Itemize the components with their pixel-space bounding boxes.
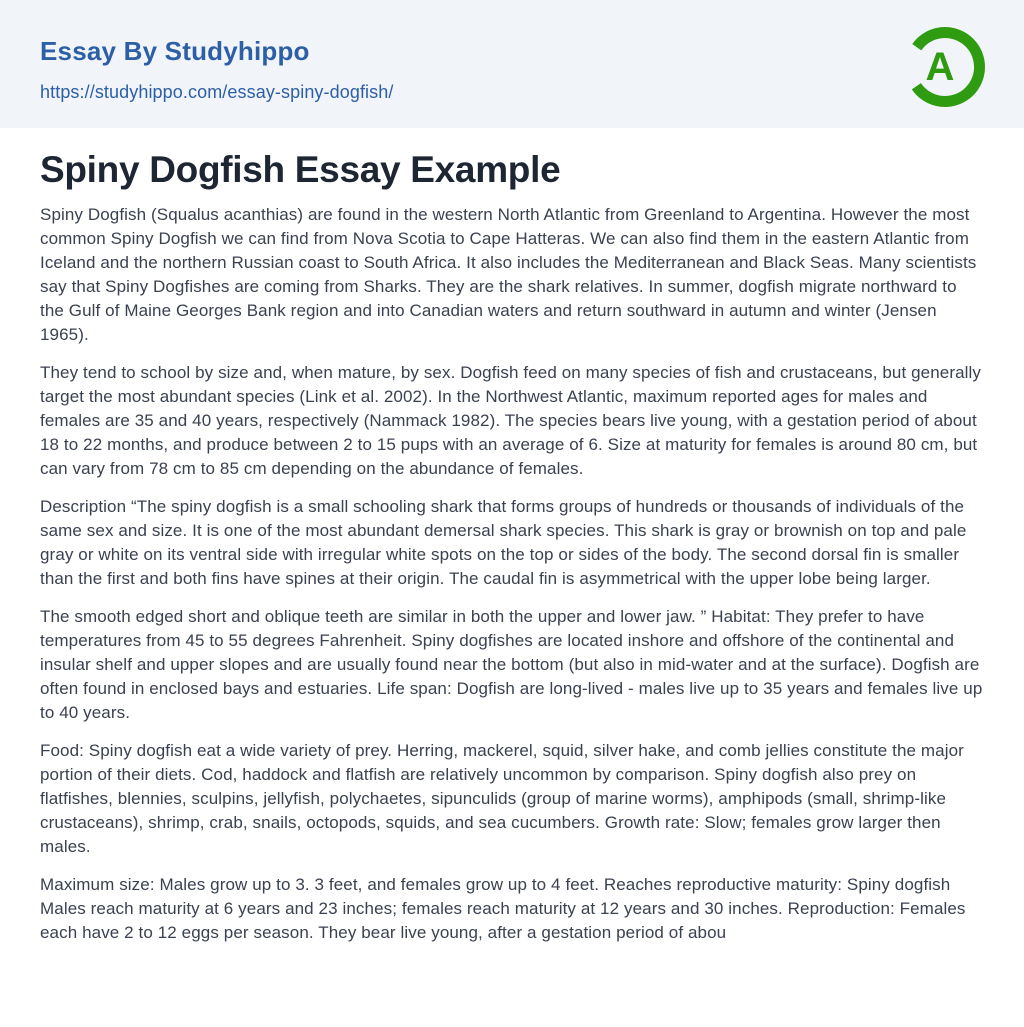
source-url-link[interactable]: https://studyhippo.com/essay-spiny-dogfish/ (40, 82, 394, 102)
page-title: Spiny Dogfish Essay Example (40, 149, 561, 190)
essay-paragraph: They tend to school by size and, when mature, by sex. Dogfish feed on many species of fish and crustaceans, but generally target the most abundant species (Link et al. 2002). In the Northwest Atlantic, maximum reported ages for males and females are 35 and 40 years, respectively (Nammack 1982). The species bears live young, with a gestation period of about 18 to 22 months, and produce between 2 to 15 pups with an average of 6. Size at maturity for females is around 80 cm, but can vary from 78 cm to 85 cm depending on the abundance of females. (40, 362, 982, 478)
essay-paragraph: The smooth edged short and oblique teeth are similar in both the upper and lower jaw. ” Habitat: They prefer to have temperatures from 45 to 55 degrees Fahrenheit. Spiny dogfishes are located inshore and offshore of the continental and insular shelf and upper slopes and are usually found near the bottom (but also in mid-water and at the surface). Dogfish are often found in enclosed bays and estuaries. Life span: Dogfish are long-lived - males live up to 35 years and females live up to 40 years. (40, 606, 983, 722)
essay-paragraph: Food: Spiny dogfish eat a wide variety of prey. Herring, mackerel, squid, silver hake, and comb jellies constitute the major portion of their diets. Cod, haddock and flatfish are relatively uncommon by comparison. Spiny dogfish also prey on flatfishes, blennies, sculpins, jellyfish, polychaetes, sipunculids (group of marine worms), amphipods (small, shrimp-like crustaceans), shrimp, crab, snails, octopods, squids, and sea cucumbers. Growth rate: Slow; females grow larger then males. (40, 740, 964, 856)
logo-letter: A (925, 45, 955, 89)
header-text-block (40, 30, 393, 103)
studyhippo-logo (904, 26, 986, 108)
site-label-link[interactable]: Essay By Studyhippo (40, 36, 310, 66)
essay-paragraph: Maximum size: Males grow up to 3. 3 feet, and females grow up to 4 feet. Reaches reproductive maturity: Spiny dogfish Males reach maturity at 6 years and 23 inches; females reach maturity at 12 years and 30 inches. Reproduction: Females each have 2 to 12 eggs per season. They bear live young, after a gestation period of abou (40, 874, 966, 942)
essay-paragraph: Spiny Dogfish (Squalus acanthias) are found in the western North Atlantic from Greenland to Argentina. However the most common Spiny Dogfish we can find from Nova Scotia to Cape Hatteras. We can also find them in the eastern Atlantic from Iceland and the northern Russian coast to South Africa. It also includes the Mediterranean and Black Seas. Many scientists say that Spiny Dogfishes are coming from Sharks. They are the shark relatives. In summer, dogfish migrate northward to the Gulf of Maine Georges Bank region and into Canadian waters and return southward in autumn and winter (Jensen 1965). (40, 204, 977, 344)
page-header (0, 0, 1024, 128)
essay-content (0, 128, 1024, 945)
essay-paragraph: Description “The spiny dogfish is a small schooling shark that forms groups of hundreds or thousands of individuals of the same sex and size. It is one of the most abundant demersal shark species. This shark is gray or brownish on top and pale gray or white on its ventral side with irregular white spots on the top or sides of the body. The second dorsal fin is smaller than the first and both fins have spines at their origin. The caudal fin is asymmetrical with the upper lobe being larger. (40, 496, 967, 588)
